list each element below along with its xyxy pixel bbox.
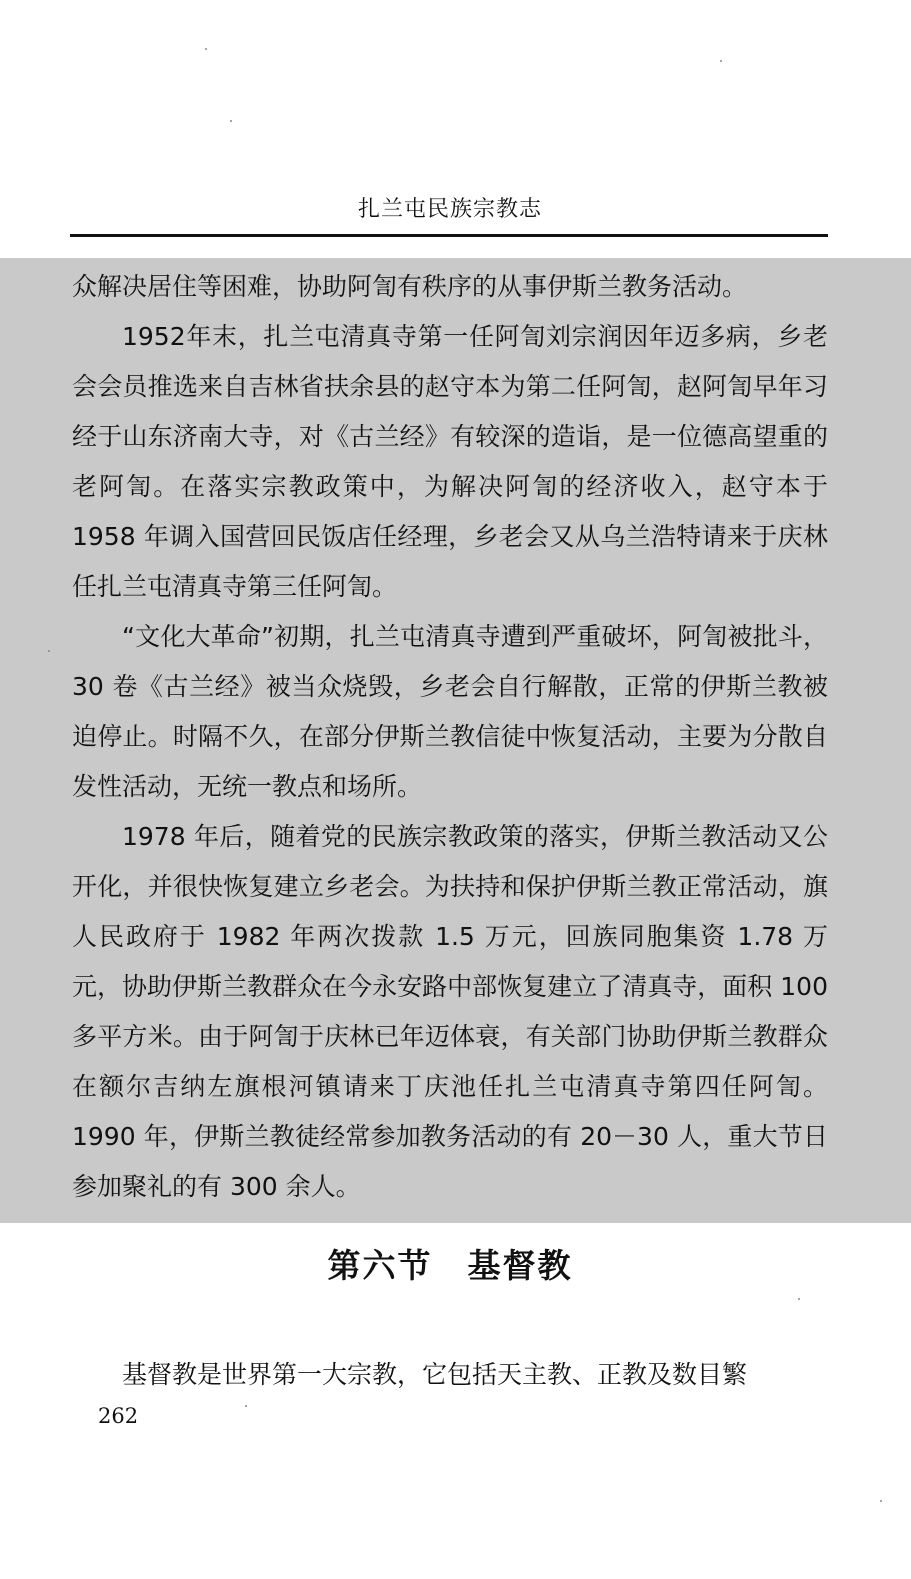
body-text: [72, 262, 828, 1212]
scan-speckle: [230, 120, 232, 122]
section-first-paragraph: 基督教是世界第一大宗教，它包括天主教、正教及数目繁: [122, 1360, 748, 1389]
paragraph-cultural-revolution: “文化大革命”初期，扎兰屯清真寺遭到严重破坏，阿訇被批斗，30 卷《古兰经》被当众烧毁，乡老会自行解散，正常的伊斯兰教被迫停止。时隔不久，在部分伊斯兰教信徒中恢复活动，主要为分散自发性活动，无统一教点和场所。: [72, 622, 828, 801]
scan-speckle: [798, 1298, 800, 1300]
page-number: 262: [98, 1404, 139, 1428]
scan-speckle: [880, 1500, 882, 1502]
scan-speckle: [48, 650, 50, 652]
scan-speckle: [720, 60, 722, 62]
scan-speckle: [245, 1405, 247, 1407]
running-head-title: 扎兰屯民族宗教志: [357, 197, 542, 222]
header-rule: [70, 234, 828, 237]
section-body: [72, 1350, 828, 1400]
section-title: 第六节 基督教: [327, 1246, 573, 1285]
paragraph-1952: 1952年末，扎兰屯清真寺第一任阿訇刘宗润因年迈多病，乡老会会员推选来自吉林省扶余县的赵守本为第二任阿訇，赵阿訇早年习经于山东济南大寺，对《古兰经》有较深的造诣，是一位德高望重的老阿訇。在落实宗教政策中，为解决阿訇的经济收入，赵守本于 1958 年调入国营回民饭店任经理，乡老会又从乌兰浩特请来于庆林任扎兰屯清真寺第三任阿訇。: [72, 322, 828, 601]
paragraph-continuation: 众解决居住等困难，协助阿訇有秩序的从事伊斯兰教务活动。: [72, 272, 748, 301]
scan-speckle: [205, 48, 207, 50]
paragraph-1978: 1978 年后，随着党的民族宗教政策的落实，伊斯兰教活动又公开化，并很快恢复建立乡老会。为扶持和保护伊斯兰教正常活动，旗人民政府于 1982 年两次拨款 1.5 万元，回族同胞集资 1.78 万元，协助伊斯兰教群众在今永安路中部恢复建立了清真寺，面积 100 多平方米。由于阿訇于庆林已年迈体衰，有关部门协助伊斯兰教群众在额尔吉纳左旗根河镇请来丁庆池任扎兰屯清真寺第四任阿訇。1990 年，伊斯兰教徒经常参加教务活动的有 20－30 人，重大节日参加聚礼的有 300 余人。: [72, 822, 828, 1201]
